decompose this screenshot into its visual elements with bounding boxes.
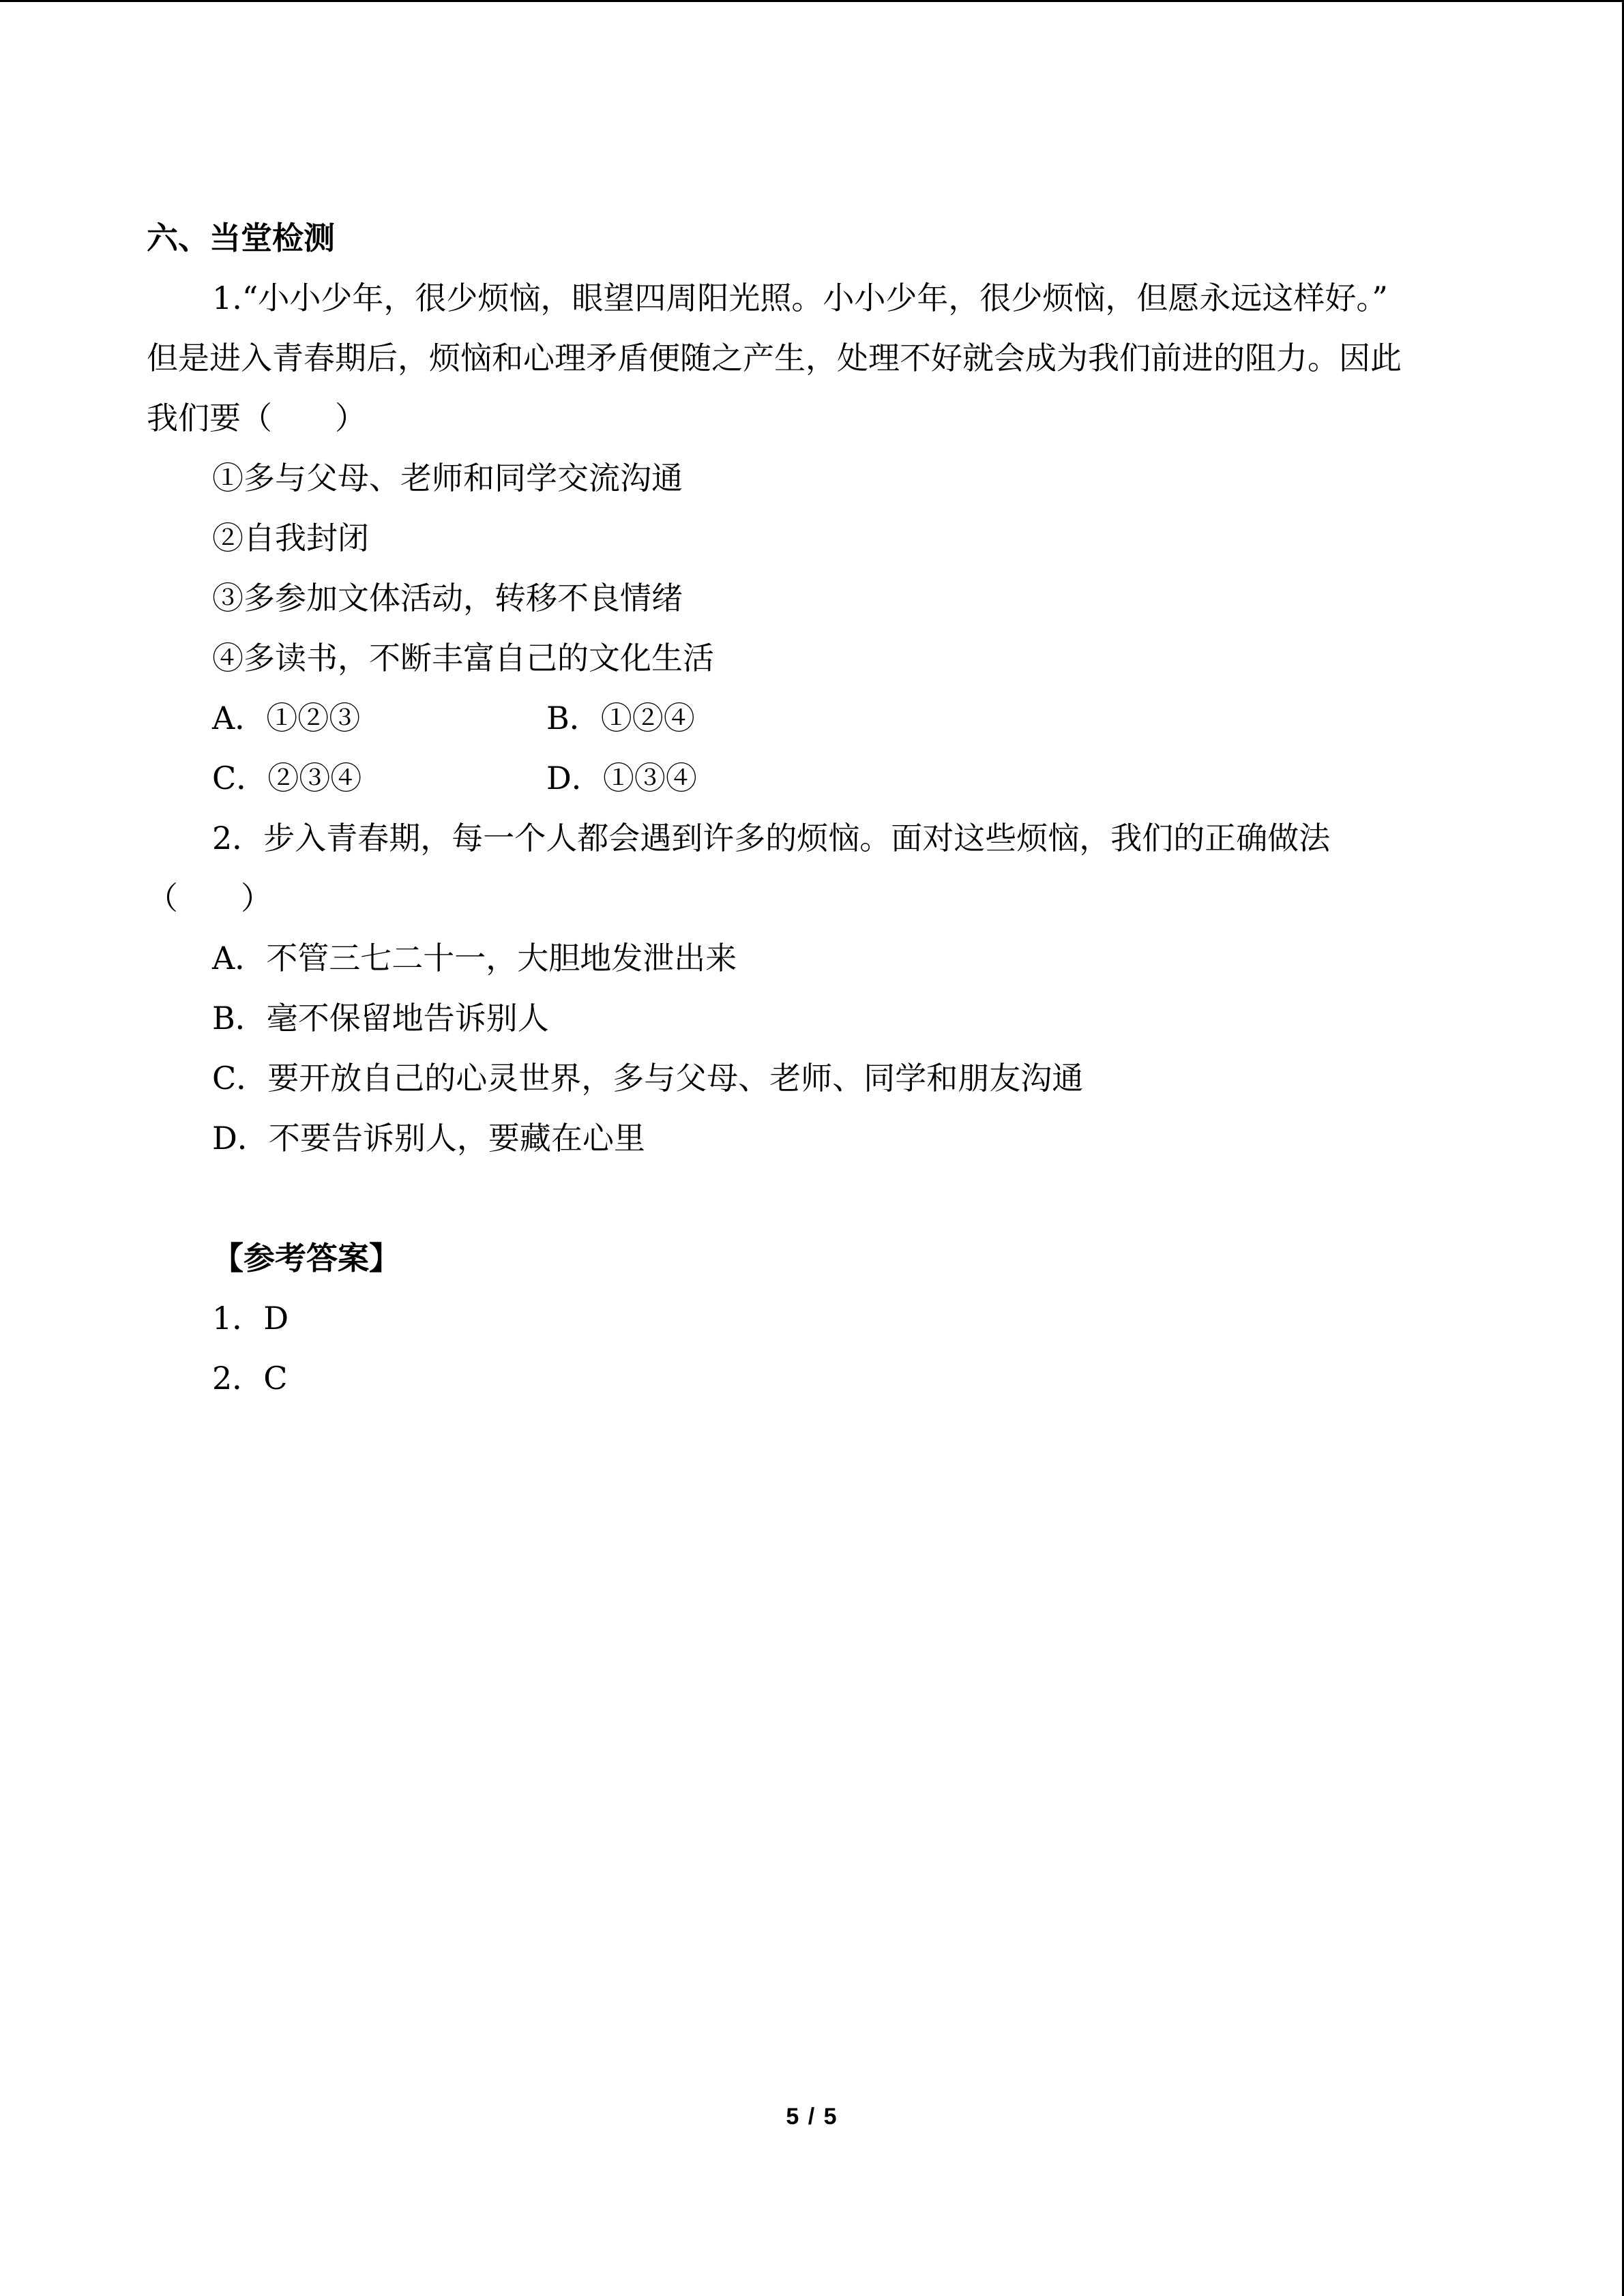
- question-stem-line: 1.“小小少年，很少烦恼，眼望四周阳光照。小小少年，很少烦恼，但愿永远这样好。”: [212, 280, 1388, 316]
- option-d: D．①③④: [546, 760, 697, 796]
- option-row: [147, 688, 1463, 748]
- option-b: B．毫不保留地告诉别人: [212, 1000, 549, 1037]
- question-stem-line: 我们要（ ）: [147, 400, 366, 436]
- option-row: [147, 748, 1463, 808]
- top-border: [0, 0, 1624, 2]
- page-number: 5 / 5: [786, 2104, 838, 2130]
- option-a: A．①②③: [212, 700, 361, 736]
- option-c: C．②③④: [212, 760, 362, 796]
- question-1: [147, 268, 1463, 808]
- answer-item: 1．D: [212, 1300, 289, 1337]
- answer-item: 2．C: [212, 1360, 288, 1397]
- option-d: D．不要告诉别人，要藏在心里: [212, 1120, 645, 1157]
- answer-title: 【参考答案】: [212, 1240, 400, 1277]
- option-a: A．不管三七二十一，大胆地发泄出来: [212, 940, 737, 976]
- section-title: 六、当堂检测: [147, 220, 335, 256]
- question-2: [147, 808, 1463, 1168]
- option-b: B．①②④: [546, 700, 695, 736]
- statement: ②自我封闭: [212, 520, 369, 556]
- option-c: C．要开放自己的心灵世界，多与父母、老师、同学和朋友沟通: [212, 1060, 1084, 1097]
- question-stem-line: 2．步入青春期，每一个人都会遇到许多的烦恼。面对这些烦恼，我们的正确做法: [212, 820, 1331, 856]
- statement: ①多与父母、老师和同学交流沟通: [212, 460, 683, 496]
- spacer: [147, 1168, 1463, 1228]
- answer-section: [147, 1228, 1463, 1408]
- statement: ④多读书，不断丰富自己的文化生活: [212, 640, 714, 676]
- question-stem-line: 但是进入青春期后，烦恼和心理矛盾便随之产生，处理不好就会成为我们前进的阻力。因此: [147, 340, 1402, 376]
- question-stem-line: （ ）: [147, 880, 272, 916]
- document-body: [147, 208, 1463, 1408]
- statement: ③多参加文体活动，转移不良情绪: [212, 580, 683, 616]
